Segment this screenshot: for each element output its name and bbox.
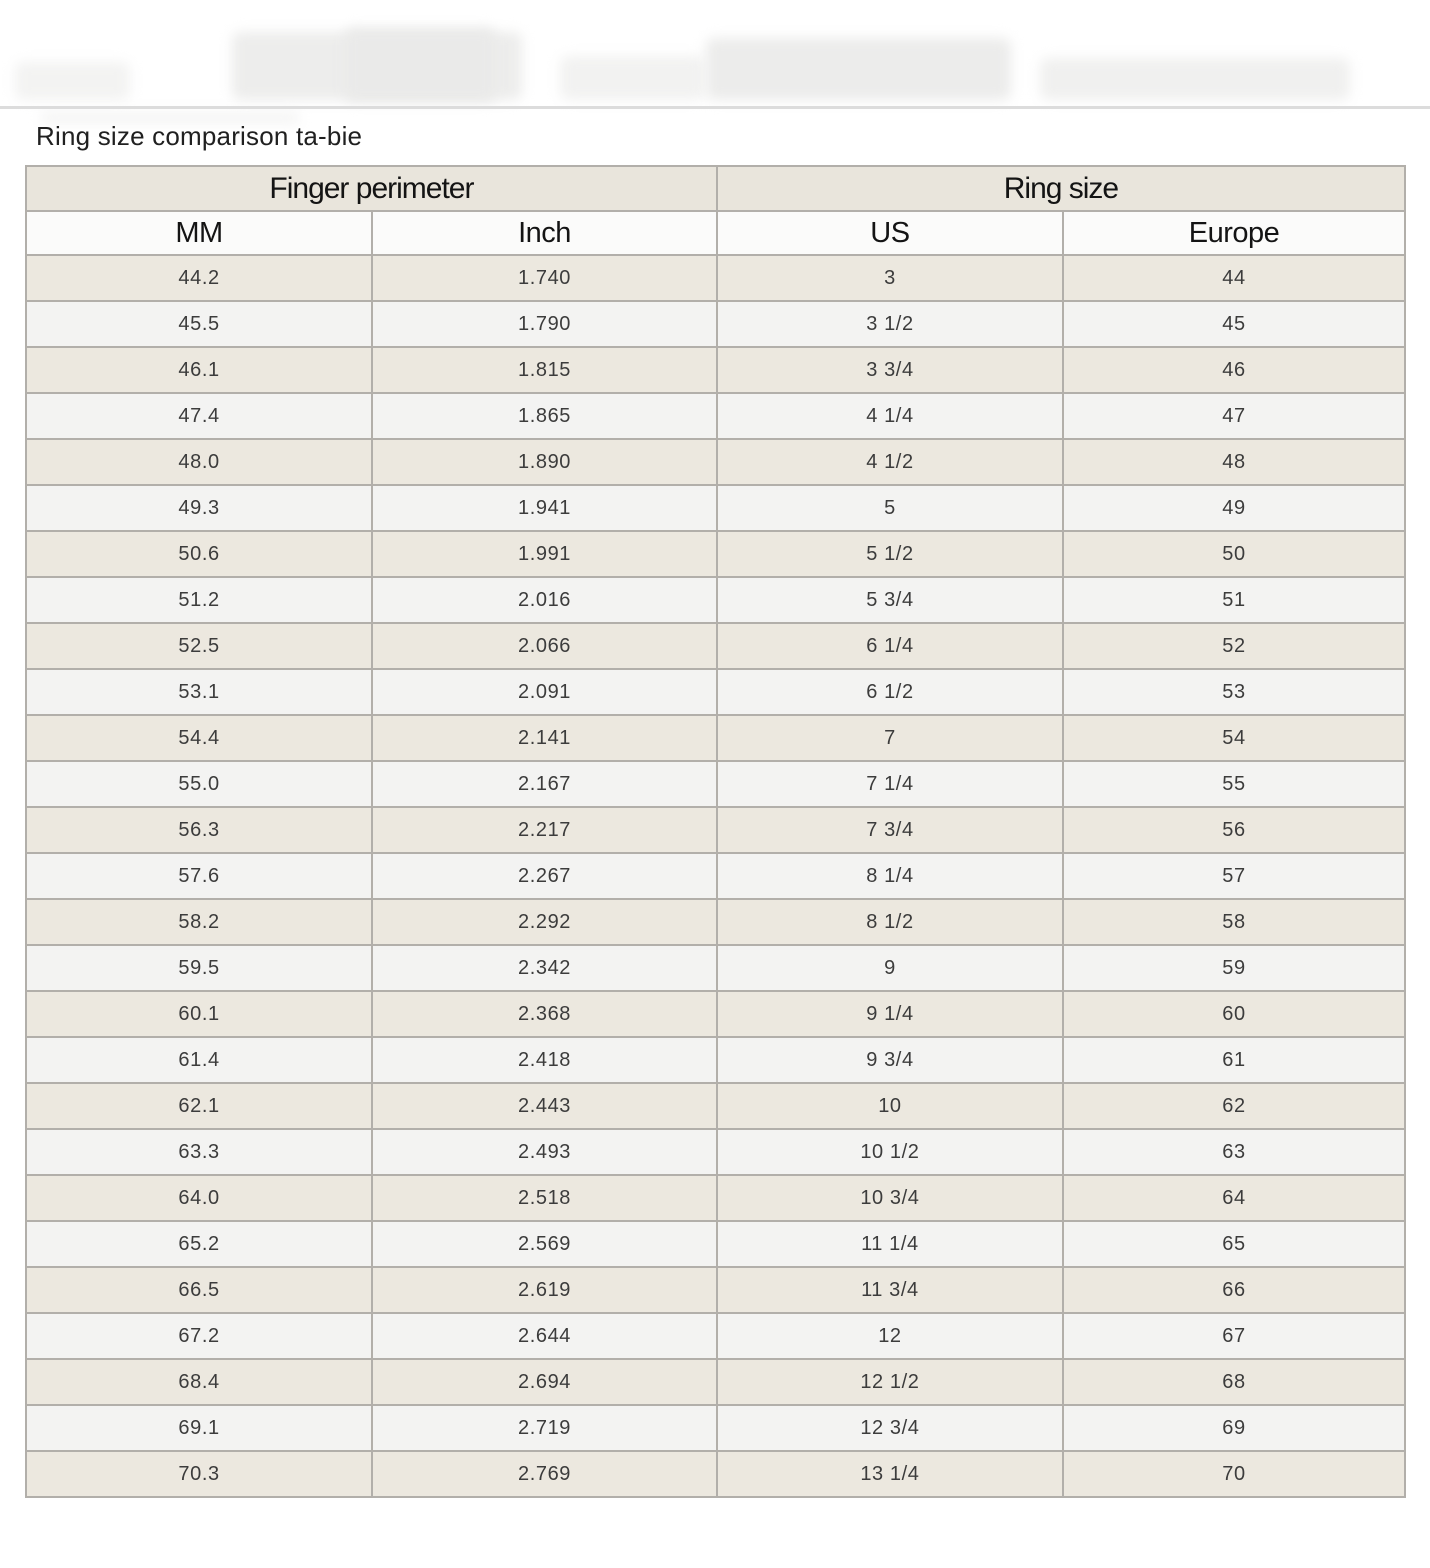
- table-cell: 2.267: [372, 853, 717, 899]
- table-cell: 49.3: [26, 485, 372, 531]
- table-cell: 11 3/4: [717, 1267, 1063, 1313]
- table-cell: 2.769: [372, 1451, 717, 1497]
- table-cell: 45: [1063, 301, 1405, 347]
- table-cell: 66: [1063, 1267, 1405, 1313]
- table-cell: 46.1: [26, 347, 372, 393]
- table-cell: 12: [717, 1313, 1063, 1359]
- table-cell: 2.016: [372, 577, 717, 623]
- table-row: [26, 1451, 1405, 1497]
- table-cell: 2.619: [372, 1267, 717, 1313]
- table-cell: 53: [1063, 669, 1405, 715]
- table-row: [26, 347, 1405, 393]
- column-header-mm: MM: [26, 211, 372, 255]
- table-cell: 70.3: [26, 1451, 372, 1497]
- table-cell: 64.0: [26, 1175, 372, 1221]
- table-cell: 1.890: [372, 439, 717, 485]
- group-header-ring-size: Ring size: [717, 166, 1405, 211]
- table-cell: 53.1: [26, 669, 372, 715]
- table-cell: 59.5: [26, 945, 372, 991]
- table-cell: 1.815: [372, 347, 717, 393]
- table-cell: 47.4: [26, 393, 372, 439]
- table-row: [26, 623, 1405, 669]
- table-row: [26, 531, 1405, 577]
- table-cell: 2.368: [372, 991, 717, 1037]
- table-cell: 1.941: [372, 485, 717, 531]
- watermark-blur: [0, 0, 1430, 130]
- table-cell: 68.4: [26, 1359, 372, 1405]
- table-cell: 12 3/4: [717, 1405, 1063, 1451]
- table-row: [26, 1267, 1405, 1313]
- table-header: [26, 166, 1405, 255]
- table-cell: 58.2: [26, 899, 372, 945]
- table-cell: 2.292: [372, 899, 717, 945]
- table-row: [26, 945, 1405, 991]
- table-cell: 60.1: [26, 991, 372, 1037]
- table-row: [26, 1037, 1405, 1083]
- table-row: [26, 301, 1405, 347]
- table-row: [26, 439, 1405, 485]
- table-row: [26, 1129, 1405, 1175]
- table-cell: 54.4: [26, 715, 372, 761]
- table-cell: 69.1: [26, 1405, 372, 1451]
- table-cell: 57: [1063, 853, 1405, 899]
- table-cell: 5 3/4: [717, 577, 1063, 623]
- table-row: [26, 255, 1405, 301]
- table-row: [26, 393, 1405, 439]
- table-row: [26, 1175, 1405, 1221]
- table-cell: 3 3/4: [717, 347, 1063, 393]
- table-cell: 2.493: [372, 1129, 717, 1175]
- table-cell: 4 1/4: [717, 393, 1063, 439]
- table-cell: 2.091: [372, 669, 717, 715]
- table-cell: 1.991: [372, 531, 717, 577]
- table-cell: 2.217: [372, 807, 717, 853]
- table-cell: 2.569: [372, 1221, 717, 1267]
- table-cell: 7 1/4: [717, 761, 1063, 807]
- table-cell: 62.1: [26, 1083, 372, 1129]
- table-cell: 2.418: [372, 1037, 717, 1083]
- table-cell: 4 1/2: [717, 439, 1063, 485]
- table-cell: 52.5: [26, 623, 372, 669]
- table-cell: 52: [1063, 623, 1405, 669]
- table-cell: 7 3/4: [717, 807, 1063, 853]
- table-cell: 46: [1063, 347, 1405, 393]
- table-cell: 3: [717, 255, 1063, 301]
- table-cell: 56.3: [26, 807, 372, 853]
- ring-size-table: [25, 165, 1406, 1498]
- table-cell: 5 1/2: [717, 531, 1063, 577]
- column-header-us: US: [717, 211, 1063, 255]
- table-cell: 63.3: [26, 1129, 372, 1175]
- table-cell: 2.518: [372, 1175, 717, 1221]
- table-cell: 2.342: [372, 945, 717, 991]
- table-cell: 50: [1063, 531, 1405, 577]
- table-cell: 9 1/4: [717, 991, 1063, 1037]
- table-row: [26, 1313, 1405, 1359]
- group-header-row: [26, 166, 1405, 211]
- table-row: [26, 577, 1405, 623]
- table-cell: 44.2: [26, 255, 372, 301]
- table-cell: 65: [1063, 1221, 1405, 1267]
- table-cell: 63: [1063, 1129, 1405, 1175]
- table-cell: 9 3/4: [717, 1037, 1063, 1083]
- table-cell: 62: [1063, 1083, 1405, 1129]
- table-row: [26, 485, 1405, 531]
- top-divider-line: [0, 106, 1430, 109]
- table-cell: 57.6: [26, 853, 372, 899]
- table-cell: 58: [1063, 899, 1405, 945]
- table-cell: 67: [1063, 1313, 1405, 1359]
- table-cell: 55: [1063, 761, 1405, 807]
- table-cell: 59: [1063, 945, 1405, 991]
- watermark-blob: [345, 28, 495, 102]
- table-cell: 6 1/4: [717, 623, 1063, 669]
- table-cell: 50.6: [26, 531, 372, 577]
- table-cell: 10 3/4: [717, 1175, 1063, 1221]
- table-cell: 55.0: [26, 761, 372, 807]
- table-row: [26, 853, 1405, 899]
- table-row: [26, 1221, 1405, 1267]
- page-title: Ring size comparison ta-bie: [36, 121, 363, 151]
- table-cell: 2.694: [372, 1359, 717, 1405]
- table-cell: 6 1/2: [717, 669, 1063, 715]
- table-cell: 49: [1063, 485, 1405, 531]
- table-cell: 45.5: [26, 301, 372, 347]
- table-cell: 2.066: [372, 623, 717, 669]
- table-cell: 47: [1063, 393, 1405, 439]
- table-row: [26, 669, 1405, 715]
- table-cell: 11 1/4: [717, 1221, 1063, 1267]
- table-cell: 1.740: [372, 255, 717, 301]
- table-cell: 2.167: [372, 761, 717, 807]
- table-cell: 2.719: [372, 1405, 717, 1451]
- table-cell: 13 1/4: [717, 1451, 1063, 1497]
- watermark-blob: [706, 38, 1011, 100]
- watermark-blob: [15, 62, 130, 100]
- table-cell: 5: [717, 485, 1063, 531]
- table-cell: 61.4: [26, 1037, 372, 1083]
- table-cell: 51: [1063, 577, 1405, 623]
- table-cell: 64: [1063, 1175, 1405, 1221]
- table-cell: 8 1/2: [717, 899, 1063, 945]
- table-cell: 48.0: [26, 439, 372, 485]
- table-cell: 1.790: [372, 301, 717, 347]
- table-cell: 12 1/2: [717, 1359, 1063, 1405]
- table-cell: 61: [1063, 1037, 1405, 1083]
- group-header-finger-perimeter: Finger perimeter: [26, 166, 717, 211]
- column-header-row: [26, 211, 1405, 255]
- table-cell: 1.865: [372, 393, 717, 439]
- table-row: [26, 1405, 1405, 1451]
- table-cell: 2.141: [372, 715, 717, 761]
- table-cell: 44: [1063, 255, 1405, 301]
- table-cell: 51.2: [26, 577, 372, 623]
- table-cell: 60: [1063, 991, 1405, 1037]
- table-cell: 2.644: [372, 1313, 717, 1359]
- table-cell: 7: [717, 715, 1063, 761]
- table-row: [26, 1359, 1405, 1405]
- table-cell: 3 1/2: [717, 301, 1063, 347]
- table-cell: 9: [717, 945, 1063, 991]
- table-cell: 70: [1063, 1451, 1405, 1497]
- table-cell: 10: [717, 1083, 1063, 1129]
- table-row: [26, 899, 1405, 945]
- table-cell: 8 1/4: [717, 853, 1063, 899]
- table-cell: 69: [1063, 1405, 1405, 1451]
- column-header-inch: Inch: [372, 211, 717, 255]
- table-cell: 48: [1063, 439, 1405, 485]
- table-cell: 10 1/2: [717, 1129, 1063, 1175]
- watermark-blob: [560, 56, 705, 100]
- table-row: [26, 991, 1405, 1037]
- column-header-europe: Europe: [1063, 211, 1405, 255]
- table-row: [26, 761, 1405, 807]
- table-cell: 65.2: [26, 1221, 372, 1267]
- table-cell: 67.2: [26, 1313, 372, 1359]
- table-cell: 2.443: [372, 1083, 717, 1129]
- table-cell: 68: [1063, 1359, 1405, 1405]
- table-cell: 66.5: [26, 1267, 372, 1313]
- table-cell: 54: [1063, 715, 1405, 761]
- table-body: [26, 255, 1405, 1497]
- table-row: [26, 1083, 1405, 1129]
- table-row: [26, 807, 1405, 853]
- table-row: [26, 715, 1405, 761]
- table-cell: 56: [1063, 807, 1405, 853]
- watermark-blob: [1040, 58, 1350, 100]
